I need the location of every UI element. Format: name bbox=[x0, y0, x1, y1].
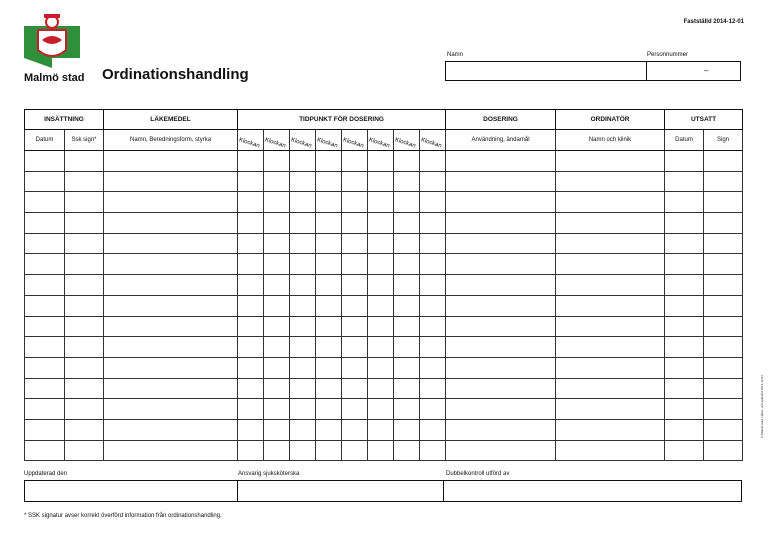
entry-cell[interactable] bbox=[238, 378, 264, 399]
entry-cell[interactable] bbox=[316, 399, 342, 420]
entry-cell[interactable] bbox=[25, 357, 65, 378]
entry-cell[interactable] bbox=[665, 399, 704, 420]
entry-cell[interactable] bbox=[368, 192, 394, 213]
entry-cell[interactable] bbox=[25, 151, 65, 172]
entry-cell[interactable] bbox=[290, 378, 316, 399]
signature-table bbox=[24, 480, 742, 502]
entry-cell[interactable] bbox=[264, 357, 290, 378]
entry-cell[interactable] bbox=[264, 213, 290, 234]
entry-cell[interactable] bbox=[446, 378, 556, 399]
table-row bbox=[25, 171, 743, 192]
entry-cell[interactable] bbox=[316, 254, 342, 275]
entry-cell[interactable] bbox=[238, 399, 264, 420]
entry-cell[interactable] bbox=[394, 213, 420, 234]
entry-cell[interactable] bbox=[65, 419, 104, 440]
entry-cell[interactable] bbox=[25, 233, 65, 254]
entry-cell[interactable] bbox=[316, 316, 342, 337]
entry-cell[interactable] bbox=[704, 295, 743, 316]
entry-cell[interactable] bbox=[104, 275, 238, 296]
entry-cell[interactable] bbox=[704, 151, 743, 172]
entry-cell[interactable] bbox=[104, 316, 238, 337]
entry-cell[interactable] bbox=[446, 316, 556, 337]
entry-cell[interactable] bbox=[446, 295, 556, 316]
entry-cell[interactable] bbox=[104, 440, 238, 461]
entry-cell[interactable] bbox=[394, 192, 420, 213]
entry-cell[interactable] bbox=[104, 399, 238, 420]
entry-cell[interactable] bbox=[264, 254, 290, 275]
entry-cell[interactable] bbox=[342, 378, 368, 399]
entry-cell[interactable] bbox=[65, 213, 104, 234]
entry-cell[interactable] bbox=[368, 357, 394, 378]
entry-cell[interactable] bbox=[446, 275, 556, 296]
entry-cell[interactable] bbox=[65, 295, 104, 316]
entry-cell[interactable] bbox=[704, 337, 743, 358]
entry-cell[interactable] bbox=[290, 151, 316, 172]
entry-cell[interactable] bbox=[704, 316, 743, 337]
entry-cell[interactable] bbox=[290, 254, 316, 275]
entry-cell[interactable] bbox=[368, 337, 394, 358]
dubbelkontroll-field[interactable] bbox=[444, 481, 742, 502]
entry-cell[interactable] bbox=[316, 378, 342, 399]
entry-cell[interactable] bbox=[556, 151, 665, 172]
entry-cell[interactable] bbox=[342, 419, 368, 440]
entry-cell[interactable] bbox=[704, 254, 743, 275]
entry-cell[interactable] bbox=[665, 233, 704, 254]
medication-table bbox=[24, 109, 743, 461]
entry-cell[interactable] bbox=[25, 171, 65, 192]
entry-cell[interactable] bbox=[420, 399, 446, 420]
entry-cell[interactable] bbox=[394, 233, 420, 254]
entry-cell[interactable] bbox=[316, 213, 342, 234]
entry-cell[interactable] bbox=[65, 151, 104, 172]
entry-cell[interactable] bbox=[420, 419, 446, 440]
entry-cell[interactable] bbox=[394, 151, 420, 172]
entry-cell[interactable] bbox=[25, 399, 65, 420]
entry-cell[interactable] bbox=[104, 295, 238, 316]
page-title: Ordinationshandling bbox=[102, 66, 249, 83]
entry-cell[interactable] bbox=[238, 171, 264, 192]
entry-cell[interactable] bbox=[368, 440, 394, 461]
col-klockan-3 bbox=[290, 130, 316, 151]
entry-cell[interactable] bbox=[342, 254, 368, 275]
entry-cell[interactable] bbox=[446, 337, 556, 358]
col-namn-klinik: Namn och klinik bbox=[556, 130, 665, 151]
entry-cell[interactable] bbox=[25, 192, 65, 213]
entry-cell[interactable] bbox=[104, 233, 238, 254]
entry-cell[interactable] bbox=[368, 151, 394, 172]
uppdaterad-field[interactable] bbox=[25, 481, 238, 502]
table-row bbox=[25, 378, 743, 399]
entry-cell[interactable] bbox=[394, 378, 420, 399]
entry-cell[interactable] bbox=[368, 213, 394, 234]
entry-cell[interactable] bbox=[704, 378, 743, 399]
entry-cell[interactable] bbox=[290, 316, 316, 337]
entry-cell[interactable] bbox=[290, 419, 316, 440]
entry-cell[interactable] bbox=[264, 151, 290, 172]
entry-cell[interactable] bbox=[394, 171, 420, 192]
entry-cell[interactable] bbox=[65, 171, 104, 192]
entry-cell[interactable] bbox=[290, 337, 316, 358]
entry-cell[interactable] bbox=[394, 316, 420, 337]
personnummer-dash: – bbox=[704, 66, 709, 75]
entry-cell[interactable] bbox=[665, 440, 704, 461]
entry-cell[interactable] bbox=[316, 295, 342, 316]
entry-cell[interactable] bbox=[368, 254, 394, 275]
entry-cell[interactable] bbox=[290, 233, 316, 254]
table-row bbox=[25, 440, 743, 461]
entry-cell[interactable] bbox=[394, 357, 420, 378]
entry-cell[interactable] bbox=[665, 192, 704, 213]
entry-cell[interactable] bbox=[394, 399, 420, 420]
entry-cell[interactable] bbox=[556, 213, 665, 234]
col-klockan-6 bbox=[368, 130, 394, 151]
klockan-label: Klockan bbox=[394, 137, 417, 150]
entry-cell[interactable] bbox=[446, 419, 556, 440]
entry-cell[interactable] bbox=[25, 316, 65, 337]
group-tidpunkt: TIDPUNKT FÖR DOSERING bbox=[238, 110, 446, 130]
entry-cell[interactable] bbox=[264, 337, 290, 358]
entry-cell[interactable] bbox=[556, 378, 665, 399]
entry-cell[interactable] bbox=[556, 254, 665, 275]
entry-cell[interactable] bbox=[104, 254, 238, 275]
entry-cell[interactable] bbox=[290, 295, 316, 316]
entry-cell[interactable] bbox=[665, 419, 704, 440]
entry-cell[interactable] bbox=[368, 295, 394, 316]
entry-cell[interactable] bbox=[394, 440, 420, 461]
entry-cell[interactable] bbox=[368, 378, 394, 399]
entry-cell[interactable] bbox=[704, 171, 743, 192]
entry-cell[interactable] bbox=[556, 316, 665, 337]
group-insattning: INSÄTTNING bbox=[25, 110, 104, 130]
entry-cell[interactable] bbox=[264, 233, 290, 254]
entry-cell[interactable] bbox=[264, 192, 290, 213]
entry-cell[interactable] bbox=[290, 213, 316, 234]
established-date: Fastställd 2014-12-01 bbox=[683, 19, 744, 25]
entry-cell[interactable] bbox=[65, 357, 104, 378]
entry-cell[interactable] bbox=[65, 337, 104, 358]
entry-cell[interactable] bbox=[238, 440, 264, 461]
col-namn-form: Namn, Beredningsform, styrka bbox=[104, 130, 238, 151]
entry-cell[interactable] bbox=[420, 275, 446, 296]
entry-cell[interactable] bbox=[556, 399, 665, 420]
entry-cell[interactable] bbox=[394, 337, 420, 358]
entry-cell[interactable] bbox=[290, 171, 316, 192]
entry-cell[interactable] bbox=[264, 440, 290, 461]
entry-cell[interactable] bbox=[394, 275, 420, 296]
entry-cell[interactable] bbox=[290, 357, 316, 378]
entry-cell[interactable] bbox=[342, 316, 368, 337]
entry-cell[interactable] bbox=[316, 192, 342, 213]
entry-cell[interactable] bbox=[25, 213, 65, 234]
entry-cell[interactable] bbox=[316, 171, 342, 192]
entry-cell[interactable] bbox=[394, 295, 420, 316]
patient-name-box[interactable] bbox=[445, 61, 741, 81]
entry-cell[interactable] bbox=[342, 233, 368, 254]
entry-cell[interactable] bbox=[264, 295, 290, 316]
entry-cell[interactable] bbox=[65, 192, 104, 213]
entry-cell[interactable] bbox=[264, 419, 290, 440]
col-klockan-5 bbox=[342, 130, 368, 151]
entry-cell[interactable] bbox=[446, 171, 556, 192]
entry-cell[interactable] bbox=[25, 378, 65, 399]
entry-cell[interactable] bbox=[342, 357, 368, 378]
entry-cell[interactable] bbox=[342, 171, 368, 192]
col-klockan-2 bbox=[264, 130, 290, 151]
uppdaterad-label: Uppdaterad den bbox=[24, 471, 68, 477]
entry-cell[interactable] bbox=[104, 419, 238, 440]
entry-cell[interactable] bbox=[704, 192, 743, 213]
entry-cell[interactable] bbox=[316, 151, 342, 172]
entry-cell[interactable] bbox=[394, 254, 420, 275]
entry-cell[interactable] bbox=[704, 399, 743, 420]
entry-cell[interactable] bbox=[556, 233, 665, 254]
entry-cell[interactable] bbox=[665, 171, 704, 192]
entry-cell[interactable] bbox=[264, 316, 290, 337]
entry-cell[interactable] bbox=[104, 213, 238, 234]
entry-cell[interactable] bbox=[342, 192, 368, 213]
table-row bbox=[25, 192, 743, 213]
table-row bbox=[25, 254, 743, 275]
name-label: Namn bbox=[447, 52, 464, 58]
entry-cell[interactable] bbox=[368, 419, 394, 440]
entry-cell[interactable] bbox=[65, 440, 104, 461]
entry-cell[interactable] bbox=[704, 440, 743, 461]
entry-cell[interactable] bbox=[290, 275, 316, 296]
entry-cell[interactable] bbox=[290, 192, 316, 213]
entry-cell[interactable] bbox=[316, 337, 342, 358]
dubbelkontroll-label: Dubbelkontroll utförd av bbox=[446, 471, 510, 477]
entry-cell[interactable] bbox=[65, 254, 104, 275]
table-row bbox=[25, 357, 743, 378]
col-datum: Datum bbox=[25, 130, 65, 151]
entry-cell[interactable] bbox=[290, 399, 316, 420]
table-row bbox=[25, 151, 743, 172]
entry-cell[interactable] bbox=[238, 275, 264, 296]
col-klockan-7 bbox=[394, 130, 420, 151]
klockan-label: Klockan bbox=[290, 137, 313, 150]
entry-cell[interactable] bbox=[65, 316, 104, 337]
entry-cell[interactable] bbox=[665, 254, 704, 275]
entry-cell[interactable] bbox=[665, 378, 704, 399]
entry-cell[interactable] bbox=[25, 440, 65, 461]
table-row bbox=[25, 295, 743, 316]
table-row bbox=[25, 316, 743, 337]
col-klockan-4 bbox=[316, 130, 342, 151]
entry-cell[interactable] bbox=[446, 213, 556, 234]
entry-cell[interactable] bbox=[104, 192, 238, 213]
entry-cell[interactable] bbox=[104, 171, 238, 192]
entry-cell[interactable] bbox=[238, 316, 264, 337]
entry-cell[interactable] bbox=[446, 233, 556, 254]
klockan-label: Klockan bbox=[368, 137, 391, 150]
entry-cell[interactable] bbox=[446, 151, 556, 172]
entry-cell[interactable] bbox=[665, 357, 704, 378]
entry-cell[interactable] bbox=[238, 419, 264, 440]
entry-cell[interactable] bbox=[556, 440, 665, 461]
entry-cell[interactable] bbox=[316, 440, 342, 461]
entry-cell[interactable] bbox=[316, 419, 342, 440]
klockan-label: Klockan bbox=[238, 137, 261, 150]
group-utsatt: UTSATT bbox=[665, 110, 743, 130]
entry-cell[interactable] bbox=[420, 151, 446, 172]
table-row bbox=[25, 233, 743, 254]
entry-cell[interactable] bbox=[704, 357, 743, 378]
entry-cell[interactable] bbox=[238, 213, 264, 234]
entry-cell[interactable] bbox=[104, 357, 238, 378]
entry-cell[interactable] bbox=[342, 213, 368, 234]
entry-cell[interactable] bbox=[25, 254, 65, 275]
entry-cell[interactable] bbox=[665, 151, 704, 172]
entry-cell[interactable] bbox=[556, 192, 665, 213]
entry-cell[interactable] bbox=[420, 233, 446, 254]
col-anvandning: Användning, ändamål bbox=[446, 130, 556, 151]
entry-cell[interactable] bbox=[420, 295, 446, 316]
col-klockan-8 bbox=[420, 130, 446, 151]
entry-cell[interactable] bbox=[104, 378, 238, 399]
col-utsatt-datum: Datum bbox=[665, 130, 704, 151]
entry-cell[interactable] bbox=[65, 275, 104, 296]
personnummer-divider bbox=[646, 62, 647, 80]
entry-cell[interactable] bbox=[420, 378, 446, 399]
footnote: * SSK signatur avser korrekt överförd information från ordinationshandling. bbox=[24, 513, 222, 519]
table-row bbox=[25, 419, 743, 440]
entry-cell[interactable] bbox=[446, 357, 556, 378]
entry-cell[interactable] bbox=[316, 275, 342, 296]
col-klockan-1 bbox=[238, 130, 264, 151]
klockan-label: Klockan bbox=[316, 137, 339, 150]
entry-cell[interactable] bbox=[65, 399, 104, 420]
entry-cell[interactable] bbox=[420, 171, 446, 192]
ansvarig-label: Ansvarig sjuksköterska bbox=[238, 471, 300, 477]
entry-cell[interactable] bbox=[25, 419, 65, 440]
entry-cell[interactable] bbox=[342, 337, 368, 358]
entry-cell[interactable] bbox=[368, 233, 394, 254]
entry-cell[interactable] bbox=[238, 151, 264, 172]
entry-cell[interactable] bbox=[420, 213, 446, 234]
entry-cell[interactable] bbox=[665, 295, 704, 316]
entry-cell[interactable] bbox=[556, 419, 665, 440]
entry-cell[interactable] bbox=[25, 337, 65, 358]
table-row bbox=[25, 399, 743, 420]
entry-cell[interactable] bbox=[420, 254, 446, 275]
group-lakemedel: LÄKEMEDEL bbox=[104, 110, 238, 130]
entry-cell[interactable] bbox=[104, 151, 238, 172]
entry-cell[interactable] bbox=[704, 275, 743, 296]
entry-cell[interactable] bbox=[264, 171, 290, 192]
entry-cell[interactable] bbox=[65, 233, 104, 254]
entry-cell[interactable] bbox=[420, 440, 446, 461]
entry-cell[interactable] bbox=[394, 419, 420, 440]
table-row bbox=[25, 213, 743, 234]
entry-cell[interactable] bbox=[446, 192, 556, 213]
side-copyright: © Malmö stad, Hälso- och sjukvård 2014-12-01 bbox=[760, 375, 764, 438]
entry-cell[interactable] bbox=[238, 233, 264, 254]
entry-cell[interactable] bbox=[704, 419, 743, 440]
entry-cell[interactable] bbox=[290, 440, 316, 461]
entry-cell[interactable] bbox=[556, 275, 665, 296]
entry-cell[interactable] bbox=[264, 399, 290, 420]
entry-cell[interactable] bbox=[368, 275, 394, 296]
entry-cell[interactable] bbox=[665, 316, 704, 337]
entry-cell[interactable] bbox=[264, 378, 290, 399]
entry-cell[interactable] bbox=[342, 151, 368, 172]
entry-cell[interactable] bbox=[238, 337, 264, 358]
group-dosering: DOSERING bbox=[446, 110, 556, 130]
group-ordinator: ORDINATÖR bbox=[556, 110, 665, 130]
entry-cell[interactable] bbox=[665, 275, 704, 296]
entry-cell[interactable] bbox=[368, 171, 394, 192]
entry-cell[interactable] bbox=[238, 295, 264, 316]
entry-cell[interactable] bbox=[25, 295, 65, 316]
entry-cell[interactable] bbox=[368, 316, 394, 337]
entry-cell[interactable] bbox=[25, 275, 65, 296]
entry-cell[interactable] bbox=[316, 357, 342, 378]
klockan-label: Klockan bbox=[264, 137, 287, 150]
entry-cell[interactable] bbox=[446, 254, 556, 275]
entry-cell[interactable] bbox=[556, 171, 665, 192]
entry-cell[interactable] bbox=[446, 440, 556, 461]
entry-cell[interactable] bbox=[556, 357, 665, 378]
entry-cell[interactable] bbox=[342, 275, 368, 296]
brand-name: Malmö stad bbox=[24, 72, 85, 84]
entry-cell[interactable] bbox=[316, 233, 342, 254]
entry-cell[interactable] bbox=[238, 192, 264, 213]
entry-cell[interactable] bbox=[342, 295, 368, 316]
entry-cell[interactable] bbox=[368, 399, 394, 420]
col-sign: Sign bbox=[704, 130, 743, 151]
entry-cell[interactable] bbox=[342, 440, 368, 461]
entry-cell[interactable] bbox=[704, 233, 743, 254]
entry-cell[interactable] bbox=[238, 357, 264, 378]
entry-cell[interactable] bbox=[665, 337, 704, 358]
entry-cell[interactable] bbox=[65, 378, 104, 399]
entry-cell[interactable] bbox=[238, 254, 264, 275]
entry-cell[interactable] bbox=[104, 337, 238, 358]
entry-cell[interactable] bbox=[446, 399, 556, 420]
personnummer-label: Personnummer bbox=[647, 52, 689, 58]
col-ssk-sign: Ssk sign* bbox=[65, 130, 104, 151]
table-row bbox=[25, 337, 743, 358]
entry-cell[interactable] bbox=[556, 295, 665, 316]
entry-cell[interactable] bbox=[665, 213, 704, 234]
entry-cell[interactable] bbox=[264, 275, 290, 296]
entry-cell[interactable] bbox=[704, 213, 743, 234]
entry-cell[interactable] bbox=[420, 192, 446, 213]
malmo-coat-of-arms-logo bbox=[24, 12, 80, 72]
ansvarig-field[interactable] bbox=[237, 481, 444, 502]
table-row bbox=[25, 275, 743, 296]
klockan-label: Klockan bbox=[342, 137, 365, 150]
entry-cell[interactable] bbox=[420, 337, 446, 358]
entry-cell[interactable] bbox=[420, 357, 446, 378]
entry-cell[interactable] bbox=[420, 316, 446, 337]
klockan-label: Klockan bbox=[420, 137, 443, 150]
entry-cell[interactable] bbox=[556, 337, 665, 358]
entry-cell[interactable] bbox=[342, 399, 368, 420]
